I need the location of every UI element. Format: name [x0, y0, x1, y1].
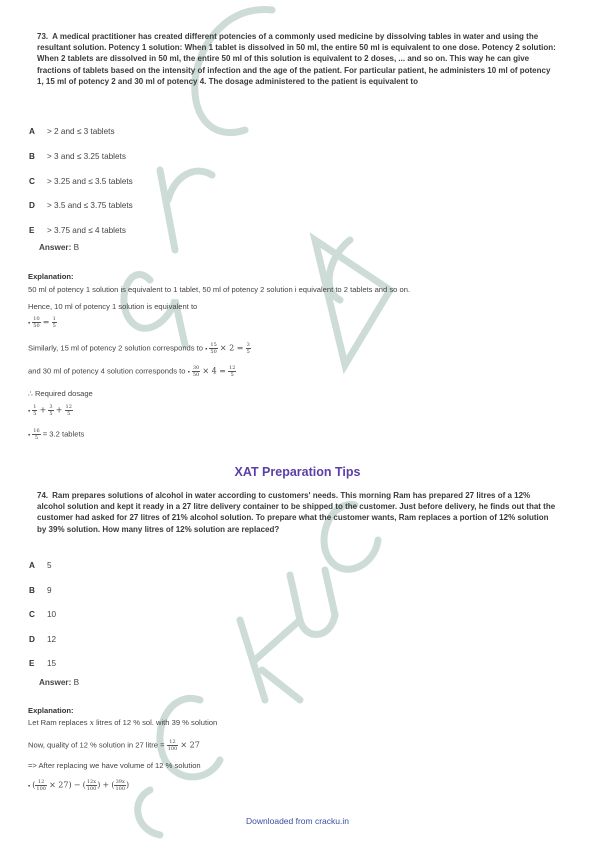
option-d[interactable]: D 12: [29, 635, 57, 644]
xat-preparation-tips-link[interactable]: XAT Preparation Tips: [234, 465, 361, 479]
question-number: 74.: [37, 491, 49, 500]
explanation-heading: Explanation:: [28, 272, 74, 281]
question-number: 73.: [37, 32, 49, 41]
answer: Answer: B: [39, 678, 80, 687]
explanation-line: 50 ml of potency 1 solution is equivalent to 1 tablet, 50 ml of potency 2 solution i equivalent to 2 tablets and so on.: [28, 285, 411, 294]
answer: Answer: B: [39, 243, 80, 252]
option-c[interactable]: C > 3.25 and ≤ 3.5 tablets: [29, 177, 133, 186]
option-e[interactable]: E 15: [29, 659, 57, 668]
math-line: ▪ ( $\frac{12}{100}$ × 27) − ( $\frac{12x}{100}$ ) + ( $\frac{39x}{100}$ ): [28, 779, 130, 792]
math-line: Now, quality of 12 % solution in 27 litre = $\frac{12}{100}$ × 27: [28, 739, 200, 752]
math-line: ▪ $\frac{16}{5}$ = 3.2 tablets: [28, 428, 85, 441]
explanation-line: Hence, 10 ml of potency 1 solution is equivalent to: [28, 302, 198, 311]
explanation-line: ∴ Required dosage: [28, 389, 93, 398]
math-line: and 30 ml of potency 4 solution corresponds to ▪ $\frac{30}{50}$ × 4 = $\frac{12}{5}$: [28, 365, 236, 378]
explanation-line: Let Ram replaces x litres of 12 % sol. with 39 % solution: [28, 718, 218, 727]
explanation-line: => After replacing we have volume of 12 % solution: [28, 761, 201, 770]
option-e[interactable]: E > 3.75 and ≤ 4 tablets: [29, 226, 126, 235]
question-text: Ram prepares solutions of alcohol in water according to customers' needs. This morning Ram has prepared 27 litres of a 12% alcohol solution and kept it ready in a 27 litre delivery container to be shipped to the customer. Just before delivery, he finds out that the customer had asked for 27 litres of 21% alcohol solution. To prepare what the customer wants, Ram replaces a portion of 12% solution by 39% solution. How many litres of 12% solution are replaced?: [37, 491, 556, 534]
option-c[interactable]: C 10: [29, 610, 57, 619]
math-line: Similarly, 15 ml of potency 2 solution corresponds to ▪ $\frac{15}{50}$ × 2 = $\frac{3}{5}$: [28, 342, 250, 355]
option-a[interactable]: A 5: [29, 561, 52, 570]
question-text: A medical practitioner has created different potencies of a commonly used medicine by dissolving tables in water and using the resultant solution. Potency 1 solution: When 1 tablet is dissolved in 50 ml, the entire 50 ml is equivalent to one dose. Potency 2 solution: When 2 tablets are dissolved in 50 ml, the entire 50 ml of this solution is equivalent to 2 doses, ... and so on. This way he can give fractions of tablets based on the intensity of infection and the age of the patient. For particular patient, he administers 10 ml of potency 1, 15 ml of potency 2 and 30 ml of potency 4. The dosage administered to the patient is equivalent to: [37, 32, 556, 86]
option-b[interactable]: B 9: [29, 586, 52, 595]
option-d[interactable]: D > 3.5 and ≤ 3.75 tablets: [29, 201, 133, 210]
explanation-heading: Explanation:: [28, 706, 74, 715]
math-line: ▪ $\frac{10}{50}$ = $\frac{1}{5}$: [28, 316, 56, 329]
math-line: ▪ $\frac{1}{5}$ + $\frac{3}{5}$ + $\frac{12}{5}$: [28, 404, 72, 417]
question-74: [37, 490, 557, 535]
question-73: [37, 31, 557, 87]
option-a[interactable]: A > 2 and ≤ 3 tablets: [29, 127, 115, 136]
option-b[interactable]: B > 3 and ≤ 3.25 tablets: [29, 152, 126, 161]
footer-download-link[interactable]: Downloaded from cracku.in: [246, 816, 349, 826]
